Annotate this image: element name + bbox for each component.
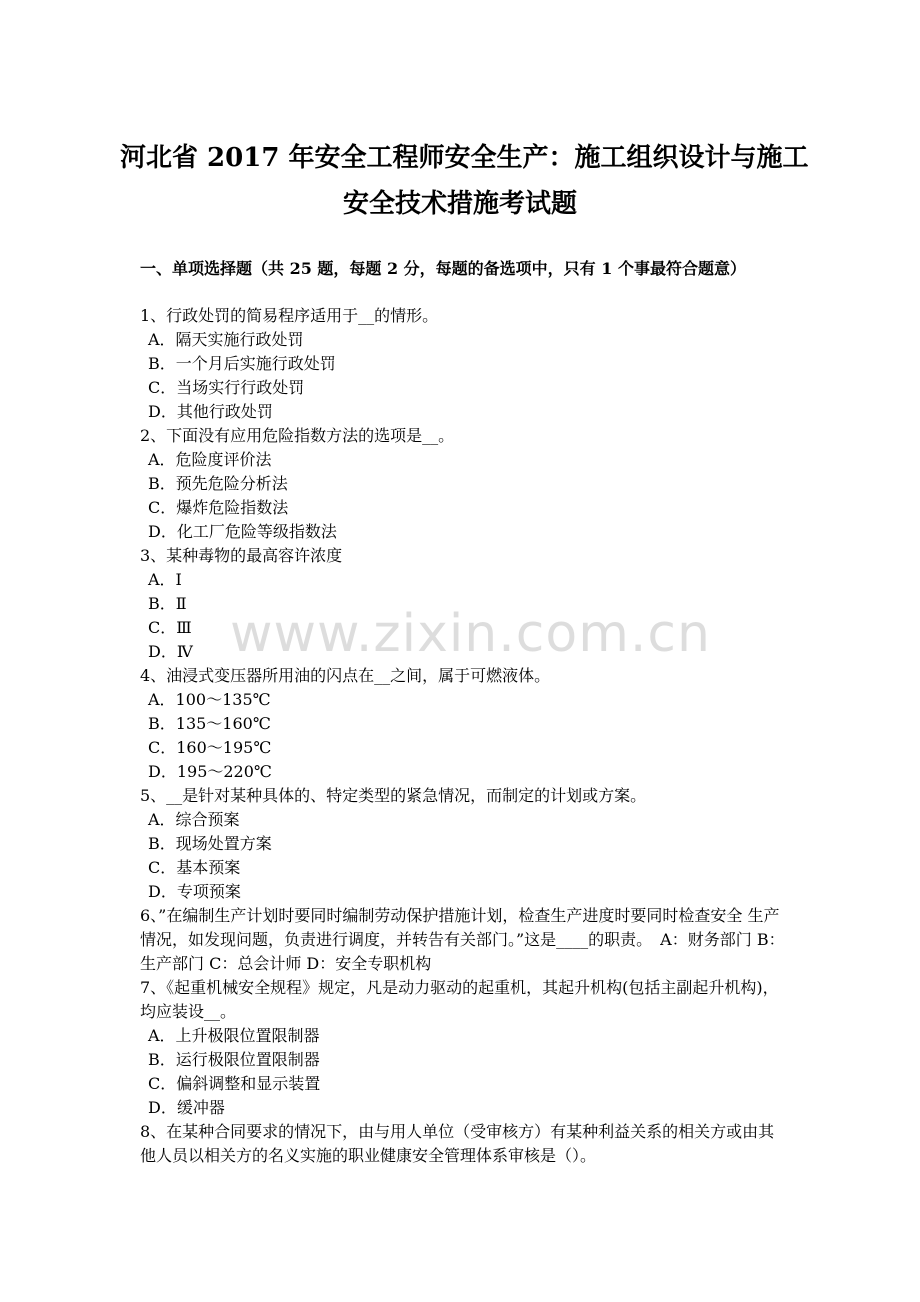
question-1-option-d: D．其他行政处罚 — [148, 402, 273, 421]
question-list — [140, 304, 790, 1168]
question-7-option-a: A．上升极限位置限制器 — [148, 1026, 320, 1045]
question-8: 8、在某种合同要求的情况下，由与用人单位（受审核方）有某种利益关系的相关方或由其他人员以相关方的名义实施的职业健康安全管理体系审核是（）。 — [140, 1122, 775, 1165]
question-6: 6、”在编制生产计划时要同时编制劳动保护措施计划，检查生产进度时要同时检查安全 生产情况，如发现问题，负责进行调度，并转告有关部门。”这是____的职责。 A：财务部门 B：生产部门 C：总会计师 D：安全专职机构 — [140, 906, 785, 973]
question-5: 5、__是针对某种具体的、特定类型的紧急情况，而制定的计划或方案。 — [140, 786, 647, 805]
question-5-option-c: C．基本预案 — [148, 858, 241, 877]
question-3-option-c: C．Ⅲ — [148, 618, 192, 637]
question-3-option-a: A．Ⅰ — [148, 570, 182, 589]
question-2-option-d: D．化工厂危险等级指数法 — [148, 522, 337, 541]
question-1-option-b: B．一个月后实施行政处罚 — [148, 354, 336, 373]
question-3: 3、某种毒物的最高容许浓度 — [140, 546, 343, 565]
question-5-option-b: B．现场处置方案 — [148, 834, 272, 853]
question-3-option-d: D．Ⅳ — [148, 642, 193, 661]
question-5-option-a: A．综合预案 — [148, 810, 240, 829]
question-4-option-c: C．160～195℃ — [148, 738, 272, 757]
question-7-option-d: D．缓冲器 — [148, 1098, 225, 1117]
document-title-line-1: 河北省 2017 年安全工程师安全生产：施工组织设计与施工 — [120, 143, 809, 173]
question-7: 7、《起重机械安全规程》规定，凡是动力驱动的起重机，其起升机构(包括主副起升机构)，均应装设__。 — [140, 978, 779, 1021]
question-4-option-a: A．100～135℃ — [148, 690, 271, 709]
question-5-option-d: D．专项预案 — [148, 882, 241, 901]
question-1-option-a: A．隔天实施行政处罚 — [148, 330, 304, 349]
question-1: 1、行政处罚的简易程序适用于__的情形。 — [140, 306, 439, 325]
question-7-option-c: C．偏斜调整和显示装置 — [148, 1074, 321, 1093]
question-4: 4、油浸式变压器所用油的闪点在__之间，属于可燃液体。 — [140, 666, 551, 685]
question-7-option-b: B．运行极限位置限制器 — [148, 1050, 320, 1069]
question-2-option-a: A．危险度评价法 — [148, 450, 272, 469]
question-2-option-c: C．爆炸危险指数法 — [148, 498, 289, 517]
question-4-option-d: D．195～220℃ — [148, 762, 272, 781]
watermark: www.zixin.com.cn — [230, 604, 711, 664]
document-title-line-2: 安全技术措施考试题 — [342, 189, 577, 219]
question-2-option-b: B．预先危险分析法 — [148, 474, 288, 493]
question-2: 2、下面没有应用危险指数方法的选项是__。 — [140, 426, 455, 445]
question-1-option-c: C．当场实行行政处罚 — [148, 378, 305, 397]
question-4-option-b: B．135～160℃ — [148, 714, 271, 733]
question-3-option-b: B．Ⅱ — [148, 594, 187, 613]
section-heading: 一、单项选择题（共 25 题，每题 2 分，每题的备选项中，只有 1 个事最符合题意） — [140, 259, 746, 278]
